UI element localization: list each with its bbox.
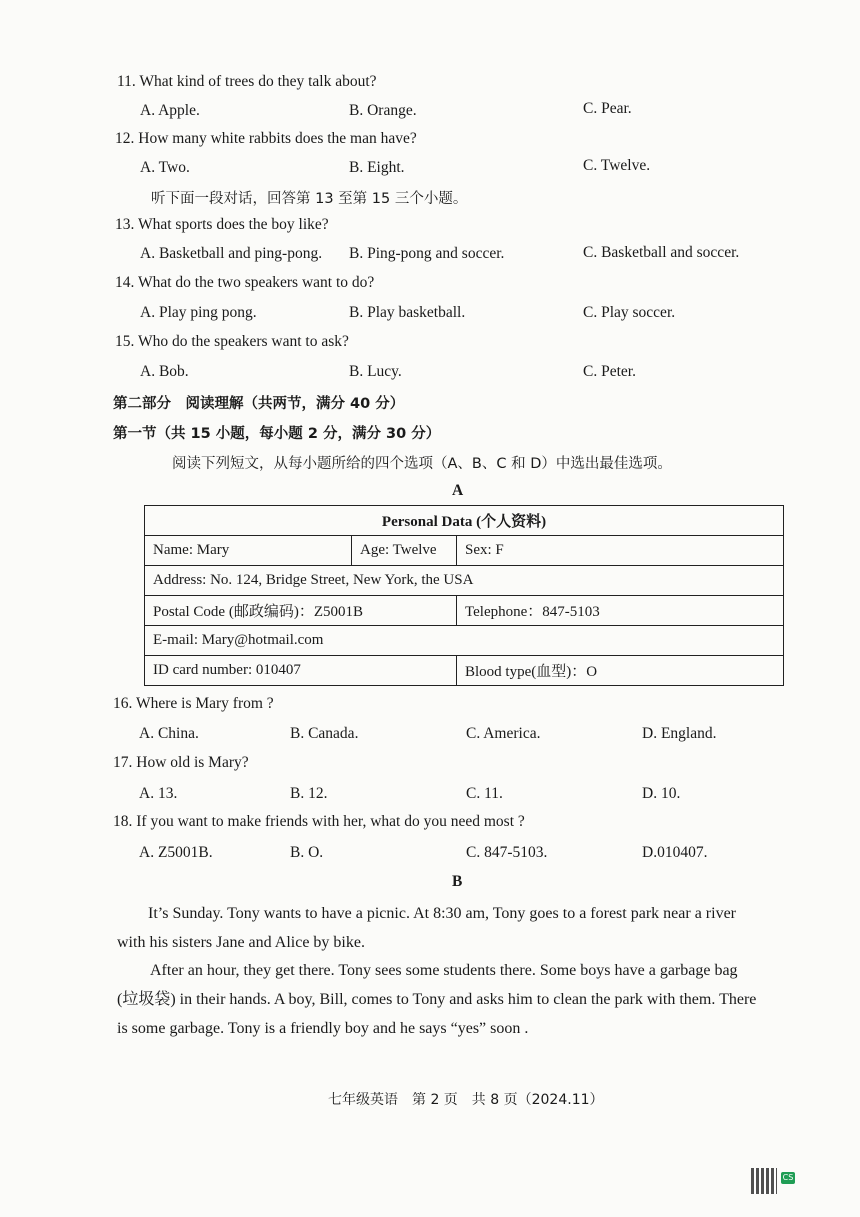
option-14-b: B. Play basketball. xyxy=(349,304,466,321)
qr-code-icon xyxy=(751,1168,777,1194)
passage-b-line-5: is some garbage. Tony is a friendly boy and he says “yes” soon . xyxy=(117,1020,529,1037)
option-14-c: C. Play soccer. xyxy=(583,304,676,321)
option-16-a: A. China. xyxy=(139,725,199,742)
option-16-c: C. America. xyxy=(466,725,541,742)
passage-b-label: B xyxy=(452,873,463,890)
question-12: 12. How many white rabbits does the man have? xyxy=(115,130,417,147)
cell-telephone: Telephone：847-5103 xyxy=(457,596,784,626)
option-15-c: C. Peter. xyxy=(583,363,636,380)
question-15: 15. Who do the speakers want to ask? xyxy=(115,333,349,350)
part-two-title: 第二部分 阅读理解（共两节，满分 40 分） xyxy=(113,396,405,412)
passage-b-line-2: with his sisters Jane and Alice by bike. xyxy=(117,934,365,951)
option-12-c: C. Twelve. xyxy=(583,157,651,174)
question-13: 13. What sports does the boy like? xyxy=(115,216,329,233)
personal-data-table xyxy=(144,505,784,686)
scanner-logo-icon: CS xyxy=(782,1173,794,1182)
question-18: 18. If you want to make friends with her, what do you need most ? xyxy=(113,813,525,830)
option-12-a: A. Two. xyxy=(140,159,190,176)
cell-address: Address: No. 124, Bridge Street, New York, the USA xyxy=(145,566,784,596)
question-16: 16. Where is Mary from ? xyxy=(113,695,274,712)
passage-a-label: A xyxy=(452,482,464,499)
option-18-d: D.010407. xyxy=(642,844,708,861)
option-17-c: C. 11. xyxy=(466,785,503,802)
option-13-a: A. Basketball and ping-pong. xyxy=(140,245,323,262)
cell-name: Name: Mary xyxy=(145,536,352,566)
question-11: 11. What kind of trees do they talk about? xyxy=(117,73,377,90)
option-14-a: A. Play ping pong. xyxy=(140,304,257,321)
cell-age: Age: Twelve xyxy=(352,536,457,566)
option-18-b: B. O. xyxy=(290,844,324,861)
cell-postal-code: Postal Code (邮政编码)：Z5001B xyxy=(145,596,457,626)
option-11-a: A. Apple. xyxy=(140,102,200,119)
table-title: Personal Data (个人资料) xyxy=(145,506,784,536)
listening-instruction: 听下面一段对话，回答第 13 至第 15 三个小题。 xyxy=(151,191,468,207)
option-17-b: B. 12. xyxy=(290,785,328,802)
passage-b-line-3: After an hour, they get there. Tony sees some students there. Some boys have a garbage bag xyxy=(150,962,738,979)
option-15-b: B. Lucy. xyxy=(349,363,402,380)
option-13-c: C. Basketball and soccer. xyxy=(583,244,740,261)
cell-sex: Sex: F xyxy=(457,536,784,566)
cell-id-card: ID card number: 010407 xyxy=(145,656,457,686)
option-11-b: B. Orange. xyxy=(349,102,417,119)
option-13-b: B. Ping-pong and soccer. xyxy=(349,245,505,262)
page-footer: 七年级英语 第 2 页 共 8 页（2024.11） xyxy=(328,1092,604,1108)
option-17-d: D. 10. xyxy=(642,785,681,802)
option-12-b: B. Eight. xyxy=(349,159,405,176)
section-one-title: 第一节（共 15 小题，每小题 2 分，满分 30 分） xyxy=(113,426,441,442)
question-14: 14. What do the two speakers want to do? xyxy=(115,274,375,291)
option-11-c: C. Pear. xyxy=(583,100,632,117)
cell-email: E-mail: Mary@hotmail.com xyxy=(145,626,784,656)
option-18-c: C. 847-5103. xyxy=(466,844,548,861)
option-16-b: B. Canada. xyxy=(290,725,359,742)
option-17-a: A. 13. xyxy=(139,785,178,802)
option-16-d: D. England. xyxy=(642,725,717,742)
passage-b-line-1: It’s Sunday. Tony wants to have a picnic. At 8:30 am, Tony goes to a forest park near a river xyxy=(148,905,736,922)
reading-instruction: 阅读下列短文，从每小题所给的四个选项（A、B、C 和 D）中选出最佳选项。 xyxy=(172,456,672,472)
cell-blood-type: Blood type(血型)：O xyxy=(457,656,784,686)
option-18-a: A. Z5001B. xyxy=(139,844,213,861)
passage-b-line-4: (垃圾袋) in their hands. A boy, Bill, comes to Tony and asks him to clean the park with them. There xyxy=(117,991,757,1008)
question-17: 17. How old is Mary? xyxy=(113,754,249,771)
option-15-a: A. Bob. xyxy=(140,363,189,380)
